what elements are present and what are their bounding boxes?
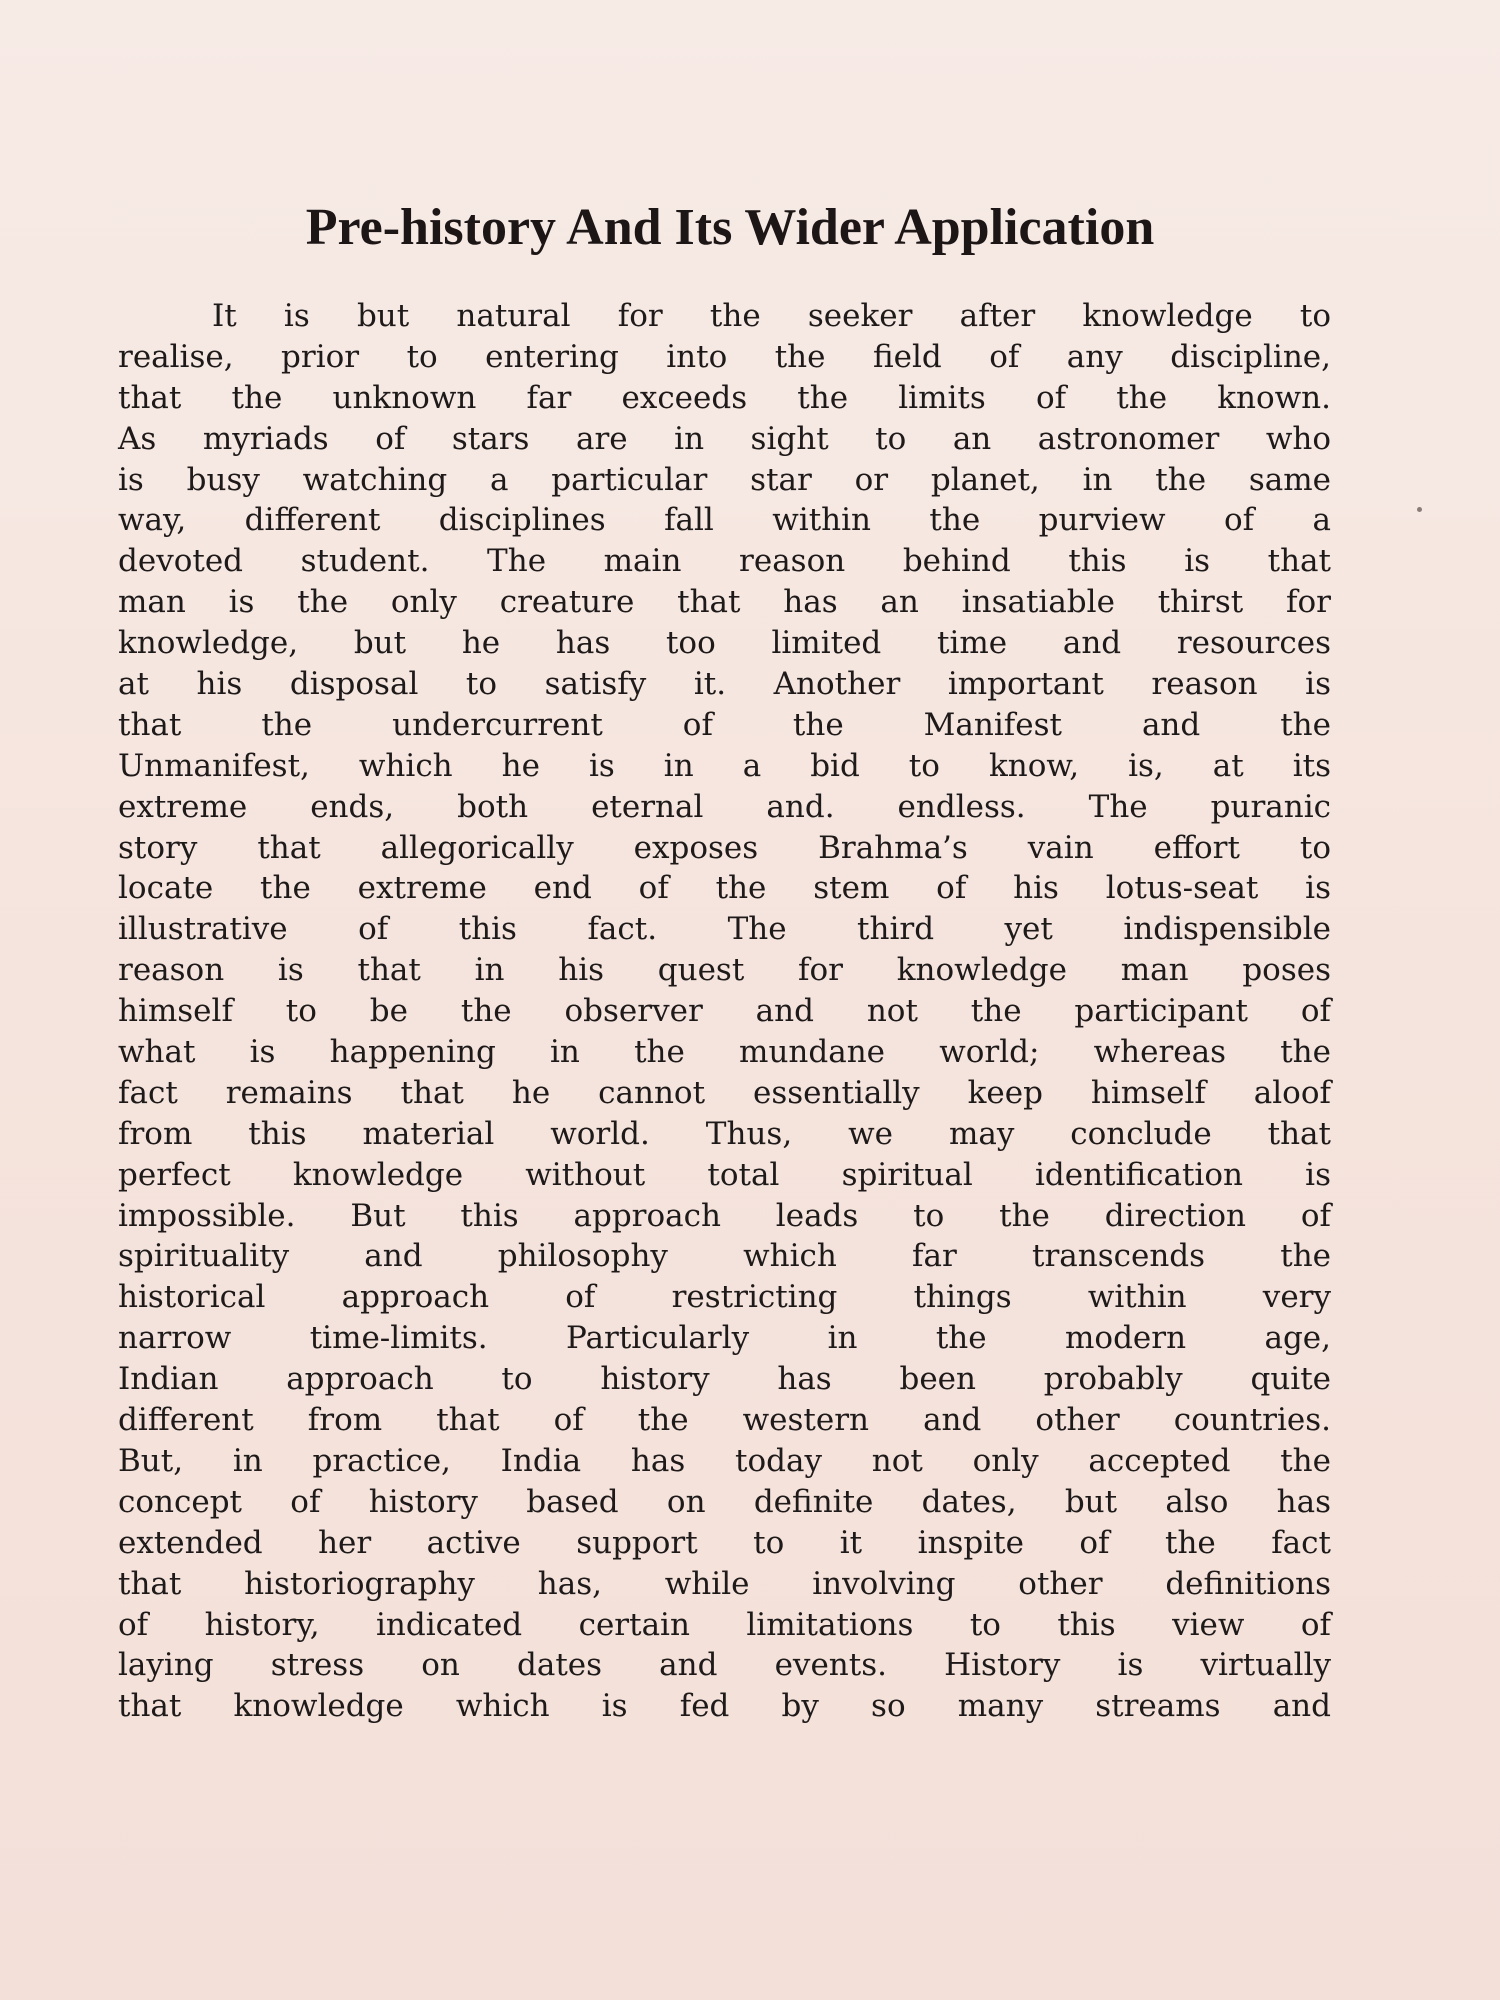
- text-line: reason is that in his quest for knowledge man poses: [118, 952, 1331, 989]
- text-line: extreme ends, both eternal and. endless. The puranic: [118, 788, 1331, 825]
- text-line: that the unknown far exceeds the limits of the known.: [118, 379, 1331, 416]
- text-line: perfect knowledge without total spiritual identification is: [118, 1156, 1331, 1193]
- text-line: It is but natural for the seeker after knowledge to: [212, 298, 1331, 334]
- text-line: As myriads of stars are in sight to an astronomer who: [118, 420, 1331, 457]
- text-line: from this material world. Thus, we may conclude that: [118, 1115, 1331, 1152]
- text-line: is busy watching a particular star or planet, in the same: [118, 461, 1331, 498]
- body-paragraph: [118, 296, 1331, 1727]
- text-line: realise, prior to entering into the field of any discipline,: [118, 338, 1331, 375]
- text-line: narrow time-limits. Particularly in the modern age,: [118, 1320, 1331, 1357]
- text-line: that historiography has, while involving other definitions: [118, 1565, 1331, 1602]
- paper-speck: [1417, 507, 1422, 512]
- text-line: fact remains that he cannot essentially keep himself aloof: [118, 1074, 1331, 1111]
- text-line: of history, indicated certain limitations to this view of: [118, 1606, 1331, 1643]
- text-line: illustrative of this fact. The third yet indispensible: [118, 911, 1331, 948]
- text-line: locate the extreme end of the stem of his lotus-seat is: [118, 870, 1331, 907]
- text-line: that the undercurrent of the Manifest and the: [118, 706, 1331, 743]
- page-title: Pre-history And Its Wider Application: [305, 199, 1155, 256]
- text-line: at his disposal to satisfy it. Another important reason is: [118, 666, 1331, 703]
- text-line: Indian approach to history has been probably quite: [118, 1361, 1331, 1398]
- text-line: himself to be the observer and not the participant of: [118, 993, 1331, 1030]
- text-line: knowledge, but he has too limited time and resources: [118, 625, 1331, 662]
- text-line: story that allegorically exposes Brahma’s vain effort to: [118, 829, 1331, 866]
- text-line: concept of history based on definite dates, but also has: [118, 1483, 1331, 1520]
- text-line: But, in practice, India has today not only accepted the: [118, 1442, 1331, 1479]
- text-line: what is happening in the mundane world; whereas the: [118, 1034, 1331, 1071]
- text-line: laying stress on dates and events. History is virtually: [118, 1647, 1331, 1684]
- text-line: extended her active support to it inspite of the fact: [118, 1524, 1331, 1561]
- text-line: that knowledge which is fed by so many streams and: [118, 1688, 1331, 1725]
- text-line: different from that of the western and other countries.: [118, 1402, 1331, 1439]
- text-line: devoted student. The main reason behind this is that: [118, 543, 1331, 580]
- text-line: spirituality and philosophy which far transcends the: [118, 1238, 1331, 1275]
- text-line: way, different disciplines fall within the purview of a: [118, 502, 1331, 539]
- text-line: impossible. But this approach leads to the direction of: [118, 1197, 1331, 1234]
- text-line: Unmanifest, which he is in a bid to know, is, at its: [118, 747, 1331, 784]
- text-line: historical approach of restricting things within very: [118, 1279, 1331, 1316]
- text-line: man is the only creature that has an insatiable thirst for: [118, 584, 1331, 621]
